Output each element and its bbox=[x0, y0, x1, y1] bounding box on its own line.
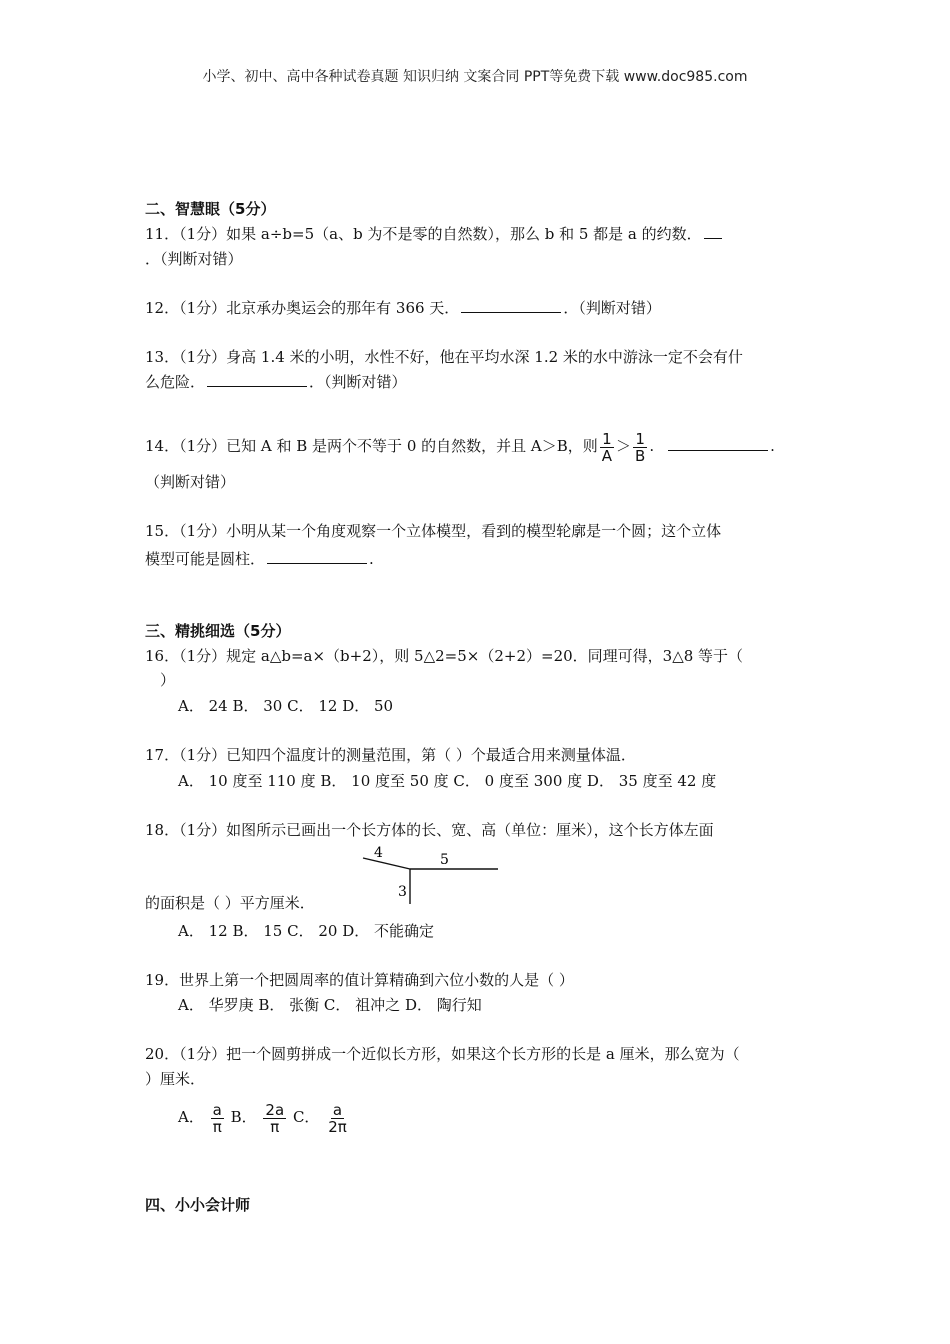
q20-option-a-label: A． bbox=[178, 1108, 204, 1126]
q13-text2: 么危险． bbox=[145, 373, 206, 391]
q16-line1: 16．（1分）规定 a△b=a×（b+2），则 5△2=5×（2+2）=20．同理可得，3△8 等于（ bbox=[145, 647, 744, 665]
q12-text: 12．（1分）北京承办奥运会的那年有 366 天． bbox=[145, 299, 460, 317]
q13-suffix: ．（判断对错） bbox=[309, 373, 407, 391]
q12-blank[interactable] bbox=[461, 298, 561, 313]
q12 bbox=[145, 298, 661, 318]
q20-options[interactable] bbox=[178, 1097, 351, 1137]
q16-options[interactable]: A． 24 B． 30 C． 12 D． 50 bbox=[178, 697, 394, 715]
q15-text2: 模型可能是圆柱． bbox=[145, 550, 266, 568]
q11-text: 11．（1分）如果 a÷b=5（a、b 为不是零的自然数），那么 b 和 5 都是 a 的约数． bbox=[145, 225, 702, 243]
q19-options[interactable]: A． 华罗庚 B． 张衡 C． 祖冲之 D． 陶行知 bbox=[178, 996, 482, 1014]
q18-line2: 的面积是（ ）平方厘米． bbox=[145, 894, 315, 912]
q15-suffix: . bbox=[369, 550, 374, 568]
q12-suffix: ．（判断对错） bbox=[563, 299, 661, 317]
cuboid-dimension-figure bbox=[360, 842, 505, 906]
q14-line1 bbox=[145, 426, 775, 466]
q18-line1: 18．（1分）如图所示已画出一个长方体的长、宽、高（单位：厘米），这个长方体左面 bbox=[145, 821, 714, 839]
q17-line1: 17．（1分）已知四个温度计的测量范围，第（ ）个最适合用来测量体温． bbox=[145, 746, 636, 764]
q20-option-c-label: C． bbox=[292, 1108, 320, 1126]
q20-line1: 20．（1分）把一个圆剪拼成一个近似长方形，如果这个长方形的长是 a 厘米，那么宽为（ bbox=[145, 1045, 740, 1063]
q11-line1 bbox=[145, 224, 724, 244]
fraction-a-over-2pi: $\frac{a}{2\pi}$ bbox=[328, 1100, 347, 1136]
q15-line2 bbox=[145, 549, 374, 569]
q17-options[interactable]: A． 10 度至 110 度 B． 10 度至 50 度 C． 0 度至 300 度 D． 35 度至 42 度 bbox=[178, 772, 717, 790]
q14-dot: . bbox=[649, 437, 655, 455]
q13-line2 bbox=[145, 372, 407, 392]
fig-label-length: 5 bbox=[440, 852, 449, 868]
q14-text: 14．（1分）已知 A 和 B 是两个不等于 0 的自然数，并且 A＞B，则 bbox=[145, 437, 598, 455]
fig-label-width: 4 bbox=[374, 845, 383, 861]
section-3-title: 三、精挑细选（5分） bbox=[145, 622, 291, 640]
q14-suffix: . bbox=[770, 437, 775, 455]
page-header: 小学、初中、高中各种试卷真题 知识归纳 文案合同 PPT等免费下载 www.doc985.com bbox=[202, 69, 748, 85]
fraction-a-over-pi: $\frac{a}{\pi}$ bbox=[212, 1100, 222, 1136]
q14-blank[interactable] bbox=[668, 436, 768, 451]
section-4-title: 四、小小会计师 bbox=[145, 1196, 251, 1214]
q16-line2: ） bbox=[160, 671, 176, 689]
q20-option-b-label: B． bbox=[230, 1108, 257, 1126]
q18-options[interactable]: A． 12 B． 15 C． 20 D． 不能确定 bbox=[178, 922, 434, 940]
fraction-2a-over-pi: $\frac{2a}{\pi}$ bbox=[265, 1100, 285, 1136]
q19-line1: 19．世界上第一个把圆周率的值计算精确到六位小数的人是（ ） bbox=[145, 971, 574, 989]
q15-blank[interactable] bbox=[267, 549, 367, 564]
q13-line1: 13．（1分）身高 1.4 米的小明，水性不好，他在平均水深 1.2 米的水中游泳一定不会有什 bbox=[145, 348, 743, 366]
greater-than: ＞ bbox=[616, 437, 632, 455]
q11-blank[interactable] bbox=[704, 224, 722, 239]
fraction-1-over-B: $\frac{1}{B}$ bbox=[635, 429, 646, 465]
width-line bbox=[363, 858, 410, 869]
fraction-1-over-A: $\frac{1}{A}$ bbox=[601, 429, 613, 465]
q20-line2: ）厘米． bbox=[145, 1070, 206, 1088]
fig-label-height: 3 bbox=[398, 884, 407, 900]
section-2-title: 二、智慧眼（5分） bbox=[145, 200, 276, 218]
q13-blank[interactable] bbox=[207, 372, 307, 387]
q11-line2: ．（判断对错） bbox=[145, 250, 243, 268]
q14-line2: （判断对错） bbox=[145, 473, 236, 491]
q15-line1: 15．（1分）小明从某一个角度观察一个立体模型，看到的模型轮廓是一个圆；这个立体 bbox=[145, 522, 722, 540]
